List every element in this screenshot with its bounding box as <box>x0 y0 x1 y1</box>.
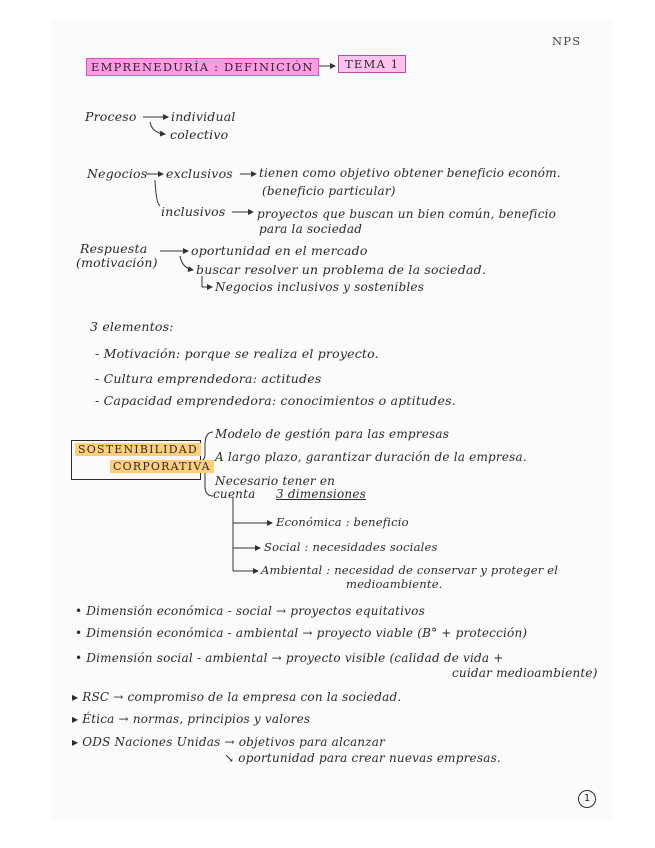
tres-dimensiones: 3 dimensiones <box>276 487 366 501</box>
proceso-colectivo: colectivo <box>170 127 229 142</box>
elemento-motivacion: - Motivación: porque se realiza el proyecto. <box>95 346 379 361</box>
sostenibilidad-item-3a: Necesario tener en <box>215 474 336 488</box>
dimension-ambiental: Ambiental : necesidad de conservar y proteger el <box>261 563 559 577</box>
dimension-social: Social : necesidades sociales <box>264 540 438 554</box>
elementos-heading: 3 elementos: <box>90 319 174 334</box>
exclusivos-desc-1: tienen como objetivo obtener beneficio económ. <box>259 166 561 180</box>
sostenibilidad-item-2: A largo plazo, garantizar duración de la empresa. <box>215 450 527 464</box>
dimension-econ-ambiental: • Dimensión económica - ambiental → proyecto viable (B° + protección) <box>75 626 528 640</box>
proceso-individual: individual <box>171 109 236 124</box>
respuesta-problema: buscar resolver un problema de la sociedad. <box>196 262 487 277</box>
elemento-cultura: - Cultura emprendedora: actitudes <box>95 371 322 386</box>
author-initials: NPS <box>552 34 582 48</box>
page-title: EMPRENEDURÍA : DEFINICIÓN <box>86 58 319 76</box>
inclusivos-desc-1: proyectos que buscan un bien común, beneficio <box>257 207 557 221</box>
page-number: 1 <box>578 790 596 808</box>
negocios-inclusivos: inclusivos <box>161 204 226 219</box>
corporativa-label: CORPORATIVA <box>110 460 214 473</box>
respuesta-label: Respuesta <box>80 241 148 256</box>
inclusivos-desc-2: para la sociedad <box>259 222 363 236</box>
sostenibilidad-item-3b: cuenta <box>213 487 256 501</box>
sostenibilidad-label: SOSTENIBILIDAD <box>75 443 201 456</box>
topic-label: TEMA 1 <box>338 55 406 73</box>
motivacion-label: (motivación) <box>76 255 158 270</box>
dimension-ambiental-cont: medioambiente. <box>346 577 443 591</box>
proceso-label: Proceso <box>85 109 137 124</box>
dimension-econ-social: • Dimensión económica - social → proyectos equitativos <box>75 604 425 618</box>
sostenibilidad-item-1: Modelo de gestión para las empresas <box>215 427 450 441</box>
concepto-etica: ▸ Ética → normas, principios y valores <box>72 712 311 726</box>
concepto-ods-oportunidad: ↘ oportunidad para crear nuevas empresas. <box>224 751 501 765</box>
elemento-capacidad: - Capacidad emprendedora: conocimientos o aptitudes. <box>95 393 456 408</box>
dimension-social-ambiental: • Dimensión social - ambiental → proyecto visible (calidad de vida + <box>75 651 504 665</box>
exclusivos-desc-2: (beneficio particular) <box>262 184 396 198</box>
respuesta-oportunidad: oportunidad en el mercado <box>191 243 368 258</box>
concepto-rsc: ▸ RSC → compromiso de la empresa con la sociedad. <box>72 690 402 704</box>
negocios-label: Negocios <box>87 166 148 181</box>
respuesta-negocios: Negocios inclusivos y sostenibles <box>215 280 425 294</box>
dimension-social-ambiental-cont: cuidar medioambiente) <box>452 666 598 680</box>
dimension-economica: Económica : beneficio <box>276 515 409 529</box>
negocios-exclusivos: exclusivos <box>166 166 233 181</box>
concepto-ods: ▸ ODS Naciones Unidas → objetivos para alcanzar <box>72 735 386 749</box>
